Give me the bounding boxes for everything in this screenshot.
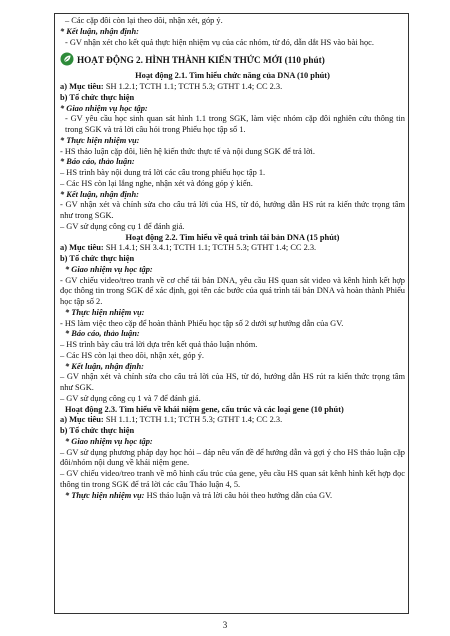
step-heading: * Giao nhiệm vụ học tập: [65, 436, 153, 446]
objective-line [60, 82, 405, 93]
subsection-heading: b) Tổ chức thực hiện [60, 254, 135, 263]
objective-line [60, 415, 405, 426]
text-line: – GV sử dụng công cụ 1 và 7 để đánh giá. [60, 393, 201, 403]
text-line: HS thảo luận và trả lời câu hỏi theo hướng dẫn của GV. [146, 490, 333, 500]
subsection-heading: b) Tổ chức thực hiện [60, 426, 135, 435]
section-heading-text: HOẠT ĐỘNG 2. HÌNH THÀNH KIẾN THỨC MỚI (110 phút) [77, 55, 325, 66]
text-line: - HS thảo luận cặp đôi, liên hệ kiến thức thực tế và nội dung SGK để trả lời. [60, 146, 315, 156]
step-heading: * Giao nhiệm vụ học tập: [65, 264, 153, 274]
text-line: – GV sử dụng công cụ 1 để đánh giá. [60, 221, 185, 231]
text-line: – HS trình bày nội dung trả lời các câu trong phiếu học tập 1. [60, 168, 266, 177]
activity-heading: Hoạt động 2.1. Tìm hiểu chức năng của DNA (10 phút) [135, 71, 330, 81]
step-heading: * Báo cáo, thảo luận: [65, 329, 140, 339]
objective-codes: SH 1.1.1; TCTH 1.1; TCTH 5.3; GTHT 1.4; CC 2.3. [105, 415, 283, 425]
step-heading: * Thực hiện nhiệm vụ: [60, 135, 140, 145]
document-body [60, 16, 405, 501]
activity-heading: Hoạt động 2.2. Tìm hiểu về quá trình tái bản DNA (15 phút) [125, 232, 340, 242]
objective-label: a) Mục tiêu: [60, 243, 106, 253]
text-line: – Các HS còn lại theo dõi, nhận xét, góp ý. [60, 350, 204, 360]
text-paragraph: – GV chiếu video/treo tranh về mô hình cấu trúc của gene, yêu cầu HS quan sát kênh hình kết hợp đọc thông tin trong SGK để trả lời các câu Thảo luận 4, 5. [60, 469, 405, 489]
objective-codes: SH 1.2.1; TCTH 1.1; TCTH 5.3; GTHT 1.4; CC 2.3. [105, 82, 283, 91]
step-heading: * Thực hiện nhiệm vụ: [65, 490, 147, 500]
text-line: - HS làm việc theo cặp để hoàn thành Phiếu học tập số 2 dưới sự hướng dẫn của GV. [60, 318, 344, 328]
objective-line [60, 243, 405, 254]
text-line: – HS trình bày câu trả lời dựa trên kết quả thảo luận nhóm. [60, 340, 258, 349]
page-number: 3 [222, 620, 228, 630]
step-heading: * Kết luận, nhận định: [65, 361, 144, 371]
text-paragraph: – GV sử dụng phương pháp dạy học hỏi – đáp nêu vấn đề để hướng dẫn và gợi ý cho HS thảo luận cặp đôi/nhóm nội dung về khái niệm gene. [60, 447, 405, 468]
objective-codes: SH 1.4.1; SH 3.4.1; TCTH 1.1; TCTH 5.3; GTHT 1.4; CC 2.3. [105, 243, 317, 253]
subsection-heading: b) Tổ chức thực hiện [60, 92, 135, 102]
objective-label: a) Mục tiêu: [60, 415, 106, 425]
objective-label: a) Mục tiêu: [60, 82, 106, 91]
text-line: – Các cặp đôi còn lại theo dõi, nhận xét, góp ý. [65, 16, 223, 25]
leaf-icon [60, 52, 74, 70]
step-heading: * Giao nhiệm vụ học tập: [60, 103, 148, 113]
step-heading: * Kết luận, nhận định: [60, 26, 139, 36]
activity-heading: Hoạt động 2.3. Tìm hiểu về khái niệm gene, cấu trúc và các loại gene (10 phút) [65, 404, 344, 414]
text-paragraph: - GV nhận xét cho kết quả thực hiện nhiệm vụ của các nhóm, từ đó, dẫn dắt HS vào bài học. [65, 37, 374, 47]
text-paragraph: – GV nhận xét và chính sửa cho câu trả lời của HS, từ đó, hướng dẫn HS rút ra kiến thức trọng tâm như SGK. [60, 372, 405, 392]
text-line: – Các HS còn lại lắng nghe, nhận xét và đóng góp ý kiến. [60, 178, 253, 188]
text-paragraph: - GV nhận xét và chính sửa cho câu trả lời của HS, từ đó, hướng dẫn HS rút ra kiến thức trọng tâm như trong SGK. [60, 200, 405, 220]
text-paragraph: - GV chiếu video/treo tranh về cơ chế tái bản DNA, yêu cầu HS quan sát video và kênh hình kết hợp đọc thông tin trong SGK để xác định, gọi tên các bước của quá trình tái bản DNA và hoàn thành Phiếu học tập số 2. [60, 275, 405, 306]
section-heading [60, 52, 405, 70]
step-heading: * Kết luận, nhận định: [60, 189, 139, 199]
text-paragraph: - GV yêu cầu học sinh quan sát hình 1.1 trong SGK, làm việc nhóm cặp đôi nghiên cứu thông tin trong SGK và trả lời câu hỏi trong Phiếu học tập số 1. [65, 114, 405, 134]
step-heading: * Thực hiện nhiệm vụ: [65, 307, 145, 317]
objective-line [60, 491, 405, 502]
step-heading: * Báo cáo, thảo luận: [60, 157, 135, 167]
